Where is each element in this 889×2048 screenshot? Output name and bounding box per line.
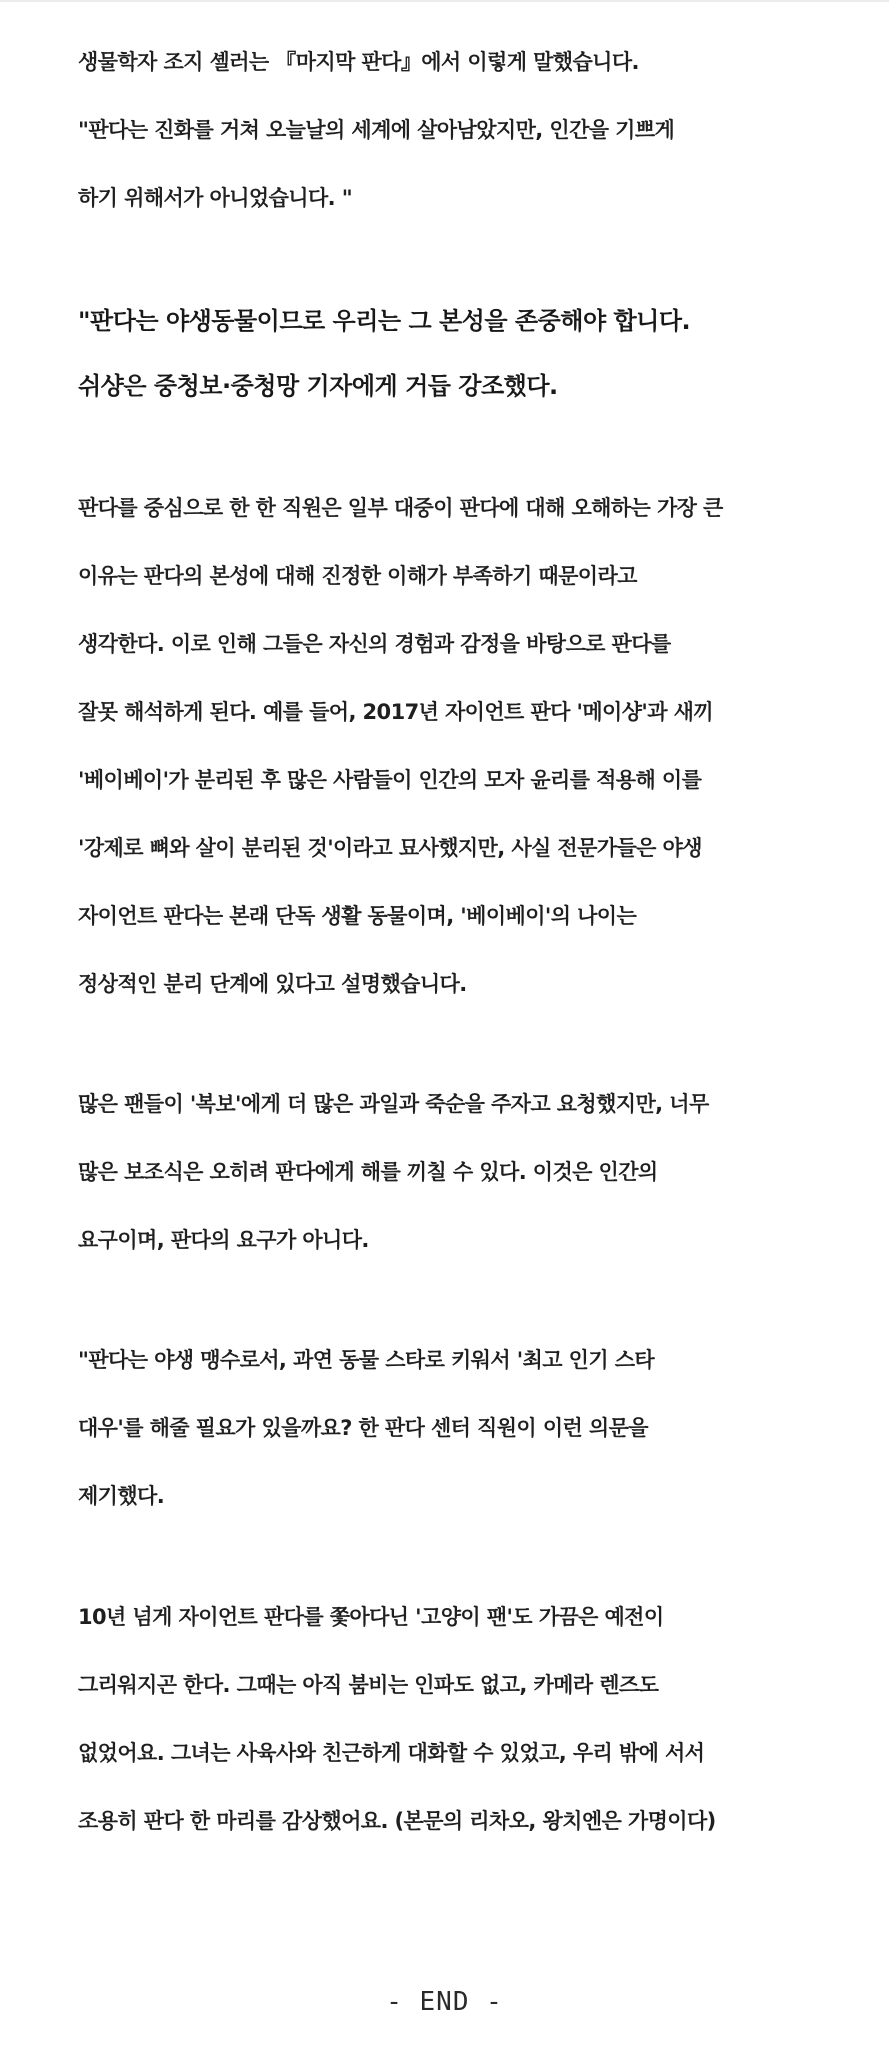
paragraph-4-line: 많은 팬들이 '복보'에게 더 많은 과일과 죽순을 주자고 요청했지만, 너무 <box>78 1092 709 1116</box>
paragraph-3-line: 자이언트 판다는 본래 단독 생활 동물이며, '베이베이'의 나이는 <box>78 904 637 928</box>
paragraph-6-line: 조용히 판다 한 마리를 감상했어요. (본문의 리차오, 왕치엔은 가명이다) <box>78 1809 716 1833</box>
paragraph-6-line: 없었어요. 그녀는 사육사와 친근하게 대화할 수 있었고, 우리 밖에 서서 <box>78 1741 705 1765</box>
paragraph-5-line: 대우'를 해줄 필요가 있을까요? 한 판다 센터 직원이 이런 의문을 <box>78 1416 648 1440</box>
paragraph-6-line: 그리워지곤 한다. 그때는 아직 붐비는 인파도 없고, 카메라 렌즈도 <box>78 1673 659 1697</box>
paragraph-6-line: 10년 넘게 자이언트 판다를 쫓아다닌 '고양이 팬'도 가끔은 예전이 <box>78 1605 664 1629</box>
paragraph-1-line: "판다는 진화를 거쳐 오늘날의 세계에 살아남았지만, 인간을 기쁘게 <box>78 118 675 142</box>
paragraph-3-line: '베이베이'가 분리된 후 많은 사람들이 인간의 모자 윤리를 적용해 이를 <box>78 768 702 792</box>
paragraph-3-line: 판다를 중심으로 한 한 직원은 일부 대중이 판다에 대해 오해하는 가장 큰 <box>78 496 723 520</box>
paragraph-3-line: 이유는 판다의 본성에 대해 진정한 이해가 부족하기 때문이라고 <box>78 564 637 588</box>
quote-line: "판다는 야생동물이므로 우리는 그 본성을 존중해야 합니다. <box>78 307 691 335</box>
paragraph-5-line: "판다는 야생 맹수로서, 과연 동물 스타로 키워서 '최고 인기 스타 <box>78 1348 655 1372</box>
paragraph-1-line: 생물학자 조지 셸러는 『마지막 판다』에서 이렇게 말했습니다. <box>78 50 639 74</box>
paragraph-3-line: 잘못 해석하게 된다. 예를 들어, 2017년 자이언트 판다 '메이샹'과 새끼 <box>78 700 714 724</box>
paragraph-3-line: 생각한다. 이로 인해 그들은 자신의 경험과 감정을 바탕으로 판다를 <box>78 632 671 656</box>
paragraph-4-line: 요구이며, 판다의 요구가 아니다. <box>78 1228 369 1252</box>
paragraph-1-line: 하기 위해서가 아니었습니다. " <box>78 186 353 210</box>
paragraph-3-line: 정상적인 분리 단계에 있다고 설명했습니다. <box>78 972 467 996</box>
end-marker: - END - <box>386 1987 503 2017</box>
paragraph-5-line: 제기했다. <box>78 1484 165 1508</box>
quote-line: 쉬샹은 중청보·중청망 기자에게 거듭 강조했다. <box>78 372 558 400</box>
paragraph-3-line: '강제로 뼈와 살이 분리된 것'이라고 묘사했지만, 사실 전문가들은 야생 <box>78 836 702 860</box>
paragraph-4-line: 많은 보조식은 오히려 판다에게 해를 끼칠 수 있다. 이것은 인간의 <box>78 1160 658 1184</box>
